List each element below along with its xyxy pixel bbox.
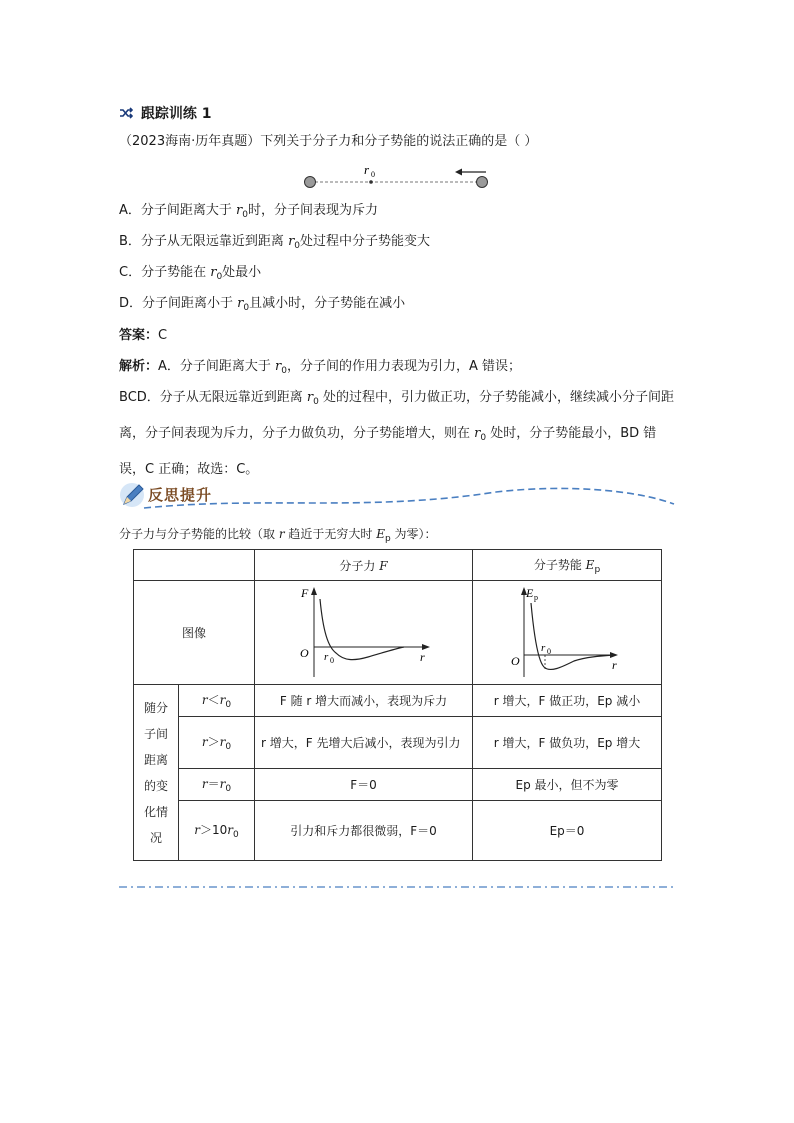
table-row-greater bbox=[134, 717, 662, 769]
question-stem: （2023海南·历年真题）下列关于分子力和分子势能的说法正确的是（ ） bbox=[119, 134, 538, 149]
energy-cell: r 增大，F 做正功，Ep 减小 bbox=[473, 685, 662, 717]
energy-cell: Ep 最小，但不为零 bbox=[473, 769, 662, 801]
force-graph-cell bbox=[255, 581, 473, 685]
condition-cell: $r>r_0$ bbox=[179, 717, 255, 769]
force-curve-graph bbox=[256, 581, 472, 681]
energy-graph-y-sub: p bbox=[534, 593, 538, 602]
energy-graph-r0-sub: 0 bbox=[547, 647, 551, 656]
force-graph-y-label: F bbox=[300, 586, 308, 600]
force-graph-r0: r bbox=[323, 651, 328, 663]
figure-r0-sub: 0 bbox=[371, 170, 375, 179]
force-cell: F＝0 bbox=[255, 769, 473, 801]
section-heading bbox=[119, 103, 212, 123]
arrow-left-icon bbox=[455, 169, 462, 176]
table-intro: 分子力与分子势能的比较（取 r 趋近于无穷大时 $E_p$ 为零）： bbox=[119, 527, 437, 544]
force-cell: r 增大，F 先增大后减小，表现为引力 bbox=[255, 717, 473, 769]
force-graph-x-label: r bbox=[419, 650, 425, 664]
pencil-icon bbox=[118, 480, 148, 510]
energy-graph-y-label: E bbox=[526, 586, 534, 600]
header-force: 分子力 F bbox=[255, 550, 473, 581]
energy-graph-r0: r bbox=[541, 642, 546, 654]
figure-r0-label: r bbox=[364, 162, 370, 177]
condition-cell: $r=r_0$ bbox=[179, 769, 255, 801]
force-graph-r0-sub: 0 bbox=[329, 656, 334, 665]
energy-graph-cell bbox=[473, 581, 662, 685]
condition-cell: $r>10r_0$ bbox=[179, 801, 255, 861]
reflection-banner bbox=[116, 478, 676, 518]
force-cell: F 随 r 增大而减小，表现为斥力 bbox=[255, 685, 473, 717]
answer: 答案：C bbox=[119, 328, 168, 343]
analysis-paragraph: BCD．分子从无限远靠近到距离 $r_0$ 处的过程中，引力做正功，分子势能减小，继续减小分子间距离，分子间表现为斥力，分子力做负功，分子势能增大，则在 $r_0$ 处时，分子势能最小，BD 错误，C 正确；故选：C。 bbox=[119, 390, 675, 477]
header-empty-cell bbox=[134, 550, 255, 581]
section-divider bbox=[119, 886, 674, 888]
equilibrium-point bbox=[369, 180, 373, 184]
header-energy: 分子势能 $E_p$ bbox=[473, 550, 662, 581]
energy-graph-x-label: r bbox=[612, 658, 617, 672]
energy-cell: Ep＝0 bbox=[473, 801, 662, 861]
analysis-line-1: 解析：A．分子间距离大于 $r_0$，分子间的作用力表现为引力，A 错误； bbox=[119, 359, 522, 376]
comparison-table bbox=[133, 549, 662, 861]
side-label-cell: 随分 子间 距离 的变 化情 况 bbox=[134, 685, 179, 861]
table-row-graph bbox=[134, 581, 662, 685]
question-figure bbox=[300, 160, 495, 192]
option-c: C．分子势能在 $r_0$处最小 bbox=[119, 265, 262, 282]
option-a: A．分子间距离大于 $r_0$时，分子间表现为斥力 bbox=[119, 203, 378, 220]
energy-graph-origin: O bbox=[511, 654, 520, 668]
energy-curve-graph bbox=[474, 581, 660, 681]
condition-cell: $r<r_0$ bbox=[179, 685, 255, 717]
option-d: D．分子间距离小于 $r_0$且减小时，分子势能在减小 bbox=[119, 296, 406, 313]
graph-row-label: 图像 bbox=[134, 581, 255, 685]
table-row-less bbox=[134, 685, 662, 717]
force-graph-origin: O bbox=[299, 646, 309, 660]
option-b: B．分子从无限远靠近到距离 $r_0$处过程中分子势能变大 bbox=[119, 234, 431, 251]
table-row-far bbox=[134, 801, 662, 861]
force-cell: 引力和斥力都很微弱，F＝0 bbox=[255, 801, 473, 861]
energy-cell: r 增大，F 做负功，Ep 增大 bbox=[473, 717, 662, 769]
shuffle-icon bbox=[119, 106, 138, 122]
table-row-equal bbox=[134, 769, 662, 801]
right-molecule bbox=[477, 177, 488, 188]
reflection-title: 反思提升 bbox=[148, 486, 213, 504]
table-header-row bbox=[134, 550, 662, 581]
heading-text: 跟踪训练 1 bbox=[140, 106, 212, 122]
left-molecule bbox=[305, 177, 316, 188]
